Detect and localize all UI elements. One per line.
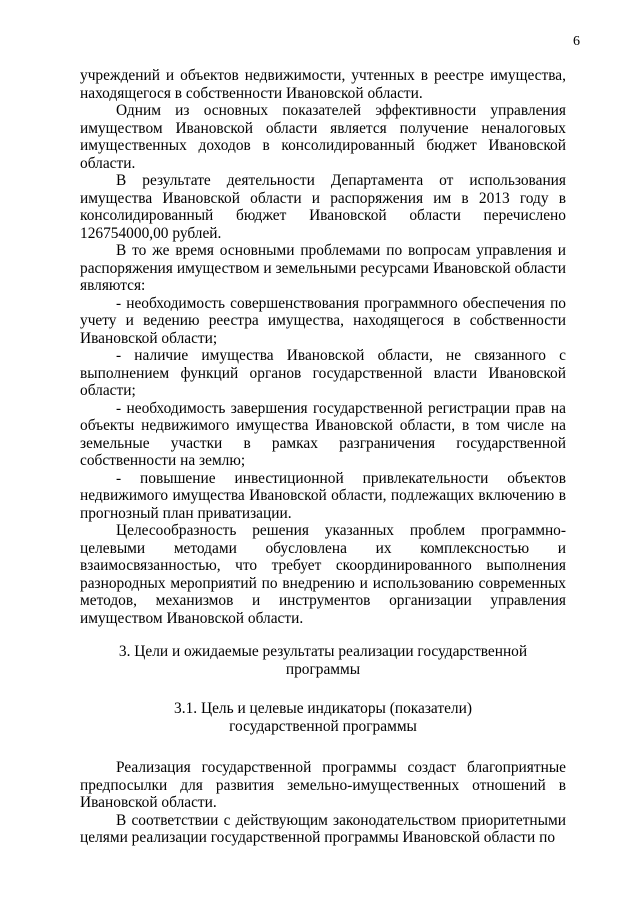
paragraph-priority-goals: В соответствии с действующим законодательством приоритетными целями реализации государственной программы Ивановской области по	[80, 811, 566, 846]
page-content	[80, 67, 566, 847]
subsection-heading-line2: государственной программы	[229, 717, 417, 735]
paragraph-main-problems: В то же время основными проблемами по вопросам управления и распоряжения имуществом и земельными ресурсами Ивановской области являются:	[80, 242, 566, 294]
paragraph-efficiency-indicator: Одним из основных показателей эффективности управления имуществом Ивановской области является получение неналоговых имущественных доходов в консолидированный бюджет Ивановской области.	[80, 102, 566, 172]
section-heading-line2: программы	[285, 660, 361, 678]
page-number: 6	[573, 34, 580, 49]
list-item-unused-property: - наличие имущества Ивановской области, не связанного с выполнением функций органов государственной власти Ивановской области;	[80, 347, 566, 399]
list-item-software: - необходимость совершенствования программного обеспечения по учету и ведению реестра имущества, находящегося в собственности Ивановской области;	[80, 294, 566, 347]
paragraph-continuation: учреждений и объектов недвижимости, учтенных в реестре имущества, находящегося в собственности Ивановской области.	[80, 67, 566, 102]
subsection-heading	[80, 700, 566, 735]
section-heading	[80, 643, 566, 678]
list-item-investment: - повышение инвестиционной привлекательности объектов недвижимого имущества Ивановской области, подлежащих включению в прогнозный план приватизации.	[80, 469, 566, 522]
paragraph-program-realization: Реализация государственной программы создаст благоприятные предпосылки для развития земельно-имущественных отношений в Ивановской области.	[80, 759, 566, 811]
list-item-registration: - необходимость завершения государственной регистрации прав на объекты недвижимого имущества Ивановской области, в том числе на земельные участки в рамках разграничения государственной собственности на землю;	[80, 399, 566, 469]
paragraph-program-methods: Целесообразность решения указанных проблем программно-целевыми методами обусловлена их комплексностью и взаимосвязанностью, что требует скоординированного выполнения разнородных мероприятий по внедрению и использованию современных методов, механизмов и инструментов организации управления имуществом Ивановской области.	[80, 522, 566, 627]
section-heading-line1: 3. Цели и ожидаемые результаты реализации государственной	[118, 643, 528, 660]
subsection-heading-line1: 3.1. Цель и целевые индикаторы (показатели)	[174, 700, 472, 717]
paragraph-department-result: В результате деятельности Департамента от использования имущества Ивановской области и распоряжения им в 2013 году в консолидированный бюджет Ивановской области перечислено 126754000,00 рублей.	[80, 172, 566, 242]
